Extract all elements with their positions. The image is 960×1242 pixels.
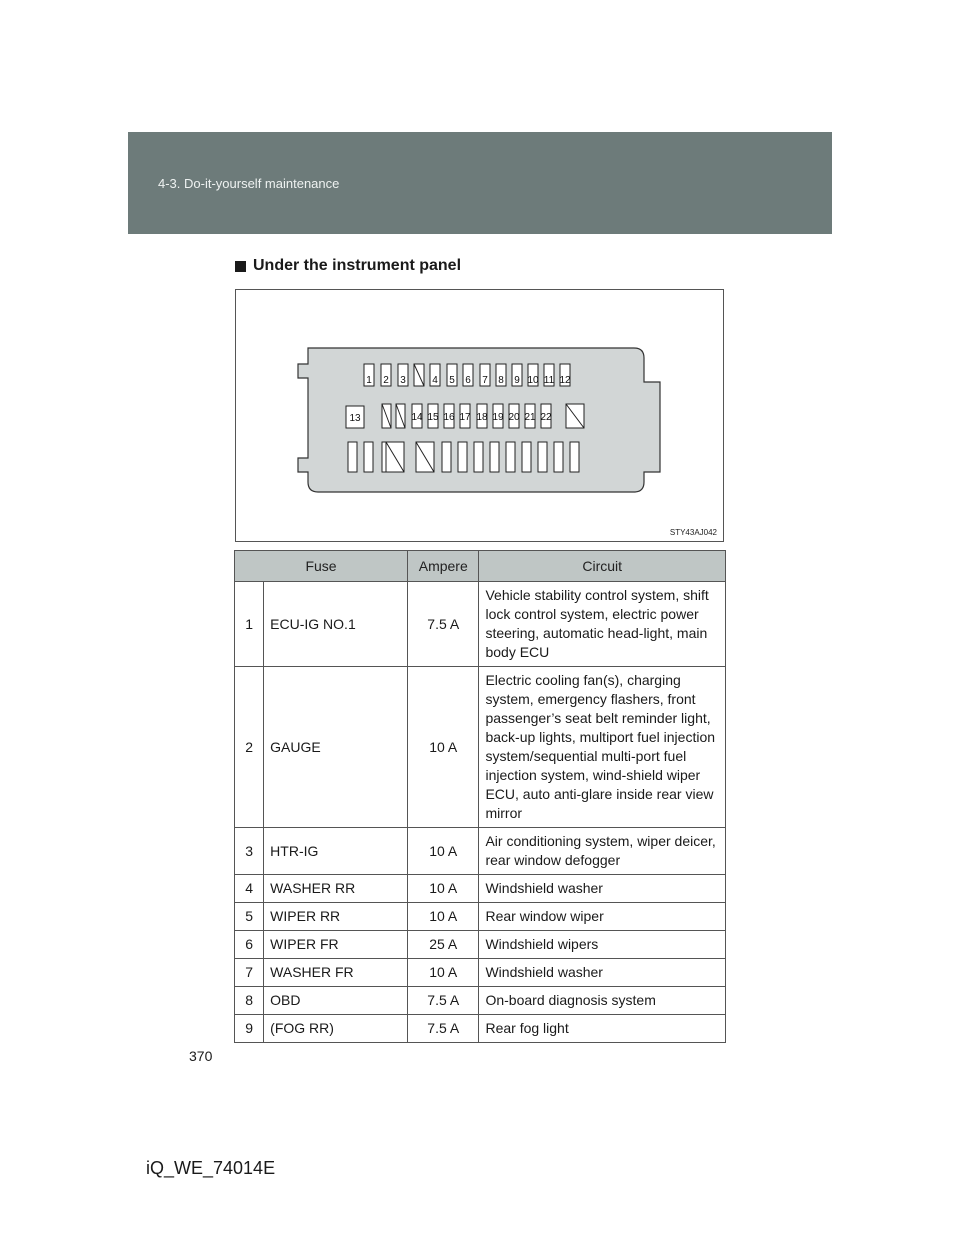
cell-num: 5 — [235, 903, 264, 931]
cell-amp: 25 A — [408, 931, 479, 959]
cell-circuit: Air conditioning system, wiper deicer, rear window defogger — [479, 828, 726, 875]
header-ampere: Ampere — [408, 551, 479, 582]
cell-circuit: Rear window wiper — [479, 903, 726, 931]
fuse-number-label: 14 — [411, 412, 423, 423]
cell-circuit: Windshield washer — [479, 875, 726, 903]
cell-circuit: Windshield washer — [479, 959, 726, 987]
fuse-slot-bottom — [364, 442, 373, 472]
fuse-number-label: 4 — [432, 375, 438, 386]
header-circuit: Circuit — [479, 551, 726, 582]
header-fuse: Fuse — [235, 551, 408, 582]
square-bullet-icon — [235, 261, 246, 272]
cell-num: 2 — [235, 667, 264, 828]
fuse-number-label: 3 — [400, 375, 406, 386]
cell-num: 9 — [235, 1015, 264, 1043]
table-row — [235, 959, 726, 987]
fuse-number-label: 19 — [492, 412, 504, 423]
fuse-box-diagram — [236, 290, 723, 541]
fuse-slot-bottom — [458, 442, 467, 472]
fuse-slot-bottom — [570, 442, 579, 472]
cell-circuit: On-board diagnosis system — [479, 987, 726, 1015]
fuse-number-label: 18 — [476, 412, 488, 423]
cell-name: ECU-IG NO.1 — [264, 582, 408, 667]
cell-circuit: Rear fog light — [479, 1015, 726, 1043]
table-row — [235, 1015, 726, 1043]
cell-amp: 7.5 A — [408, 582, 479, 667]
cell-amp: 10 A — [408, 875, 479, 903]
fuse-number-label: 9 — [514, 375, 520, 386]
fuse-number-label: 15 — [427, 412, 439, 423]
cell-num: 1 — [235, 582, 264, 667]
table-row — [235, 667, 726, 828]
fuse-number-label: 17 — [459, 412, 471, 423]
cell-name: (FOG RR) — [264, 1015, 408, 1043]
fuse-slot-bottom — [348, 442, 357, 472]
fuse-number-label: 12 — [559, 375, 571, 386]
cell-amp: 7.5 A — [408, 987, 479, 1015]
fuse-box-figure — [235, 289, 724, 542]
fuse-number-label: 1 — [366, 375, 372, 386]
fuse-slot-bottom — [538, 442, 547, 472]
cell-amp: 10 A — [408, 828, 479, 875]
fuse-number-label: 6 — [465, 375, 471, 386]
subheading-text: Under the instrument panel — [253, 257, 462, 274]
cell-name: WIPER RR — [264, 903, 408, 931]
cell-circuit: Windshield wipers — [479, 931, 726, 959]
fuse-slot-bottom — [490, 442, 499, 472]
fuse-number-label: 2 — [383, 375, 389, 386]
cell-num: 4 — [235, 875, 264, 903]
fuse-slot-bottom — [554, 442, 563, 472]
table-row — [235, 582, 726, 667]
cell-circuit: Electric cooling fan(s), charging system, emergency flashers, front passenger’s seat belt reminder light, back-up lights, multiport fuel injection system/sequential multi-port fuel injection system, wind-shield wiper ECU, auto anti-glare inside rear view mirror — [479, 667, 726, 828]
cell-name: HTR-IG — [264, 828, 408, 875]
cell-amp: 7.5 A — [408, 1015, 479, 1043]
page-number: 370 — [189, 1048, 213, 1064]
fuse-number-label: 16 — [443, 412, 455, 423]
table-row — [235, 987, 726, 1015]
cell-name: GAUGE — [264, 667, 408, 828]
fuse-number-label: 10 — [527, 375, 539, 386]
fuse-number-label: 21 — [524, 412, 536, 423]
cell-name: OBD — [264, 987, 408, 1015]
table-header-row — [235, 551, 726, 582]
fuse-number-label: 7 — [482, 375, 488, 386]
fuse-slot-bottom — [506, 442, 515, 472]
figure-id: STY43AJ042 — [669, 528, 717, 537]
cell-amp: 10 A — [408, 959, 479, 987]
cell-name: WIPER FR — [264, 931, 408, 959]
fuse-number-label: 22 — [540, 412, 552, 423]
fuse-slot-bottom — [522, 442, 531, 472]
table-row — [235, 903, 726, 931]
cell-num: 7 — [235, 959, 264, 987]
table-row — [235, 875, 726, 903]
cell-amp: 10 A — [408, 903, 479, 931]
subheading — [235, 257, 461, 275]
fuse-number-label: 11 — [543, 375, 555, 386]
fuse-number-label: 5 — [449, 375, 455, 386]
cell-num: 8 — [235, 987, 264, 1015]
table-row — [235, 828, 726, 875]
fuse-number-label: 20 — [508, 412, 520, 423]
cell-amp: 10 A — [408, 667, 479, 828]
section-title: 4-3. Do-it-yourself maintenance — [158, 176, 340, 191]
fuse-number-label: 8 — [498, 375, 504, 386]
cell-name: WASHER FR — [264, 959, 408, 987]
document-code: iQ_WE_74014E — [146, 1158, 276, 1178]
table-row — [235, 931, 726, 959]
cell-num: 3 — [235, 828, 264, 875]
cell-circuit: Vehicle stability control system, shift lock control system, electric power steering, automatic head-light, main body ECU — [479, 582, 726, 667]
fuse-slot-bottom — [474, 442, 483, 472]
section-header — [128, 132, 832, 234]
cell-name: WASHER RR — [264, 875, 408, 903]
cell-num: 6 — [235, 931, 264, 959]
fuse-number-label: 13 — [349, 413, 361, 424]
fuse-slot-bottom — [442, 442, 451, 472]
fuse-table — [234, 550, 726, 1043]
